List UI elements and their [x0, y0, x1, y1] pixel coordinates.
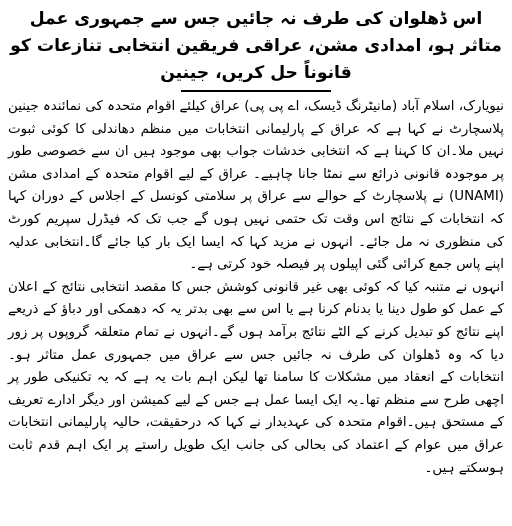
article-headline: اس ڈھلوان کی طرف نہ جائیں جس سے جمہوری عمل متاثر ہو، امدادی مشن، عراقی فریقین انتخابی تنازعات کو قانوناً حل کریں، جینین	[10, 9, 502, 83]
article-paragraph-1: نیویارک، اسلام آباد (مانیٹرنگ ڈیسک، اے پی پی) عراق کیلئے اقوام متحدہ کی نمائندہ جینین پلاسچارٹ نے کہا ہے کہ عراق کے پارلیمانی انتخابات میں منظم دھاندلی کا کوئی ثبوت نہیں ملا۔ان کا کہنا ہے کہ انتخابی خدشات جواب بھی موجود ہیں ان سے خصوصی طور پر موجودہ قانونی ذرائع سے نمٹا جانا چاہیے۔ عراق کے لیے اقوام متحدہ کے امدادی مشن (UNAMI) نے پلاسچارٹ کے حوالے سے عراق پر سلامتی کونسل کے اجلاس کے دوران کہا کہ انتخابات کے نتائج اس وقت تک حتمی نہیں ہوں گے جب تک کہ فیڈرل سپریم کورٹ کی منظوری نہ مل جائے۔ انہوں نے مزید کہا کہ ایسا ایک بار کیا جائے گا۔انتخابی عدلیہ اپنے پاس جمع کرائی گئی اپیلوں پر فیصلہ خود کرتی ہے۔	[8, 99, 504, 273]
article-paragraph-2: انہوں نے متنبہ کیا کہ کوئی بھی غیر قانونی کوشش جس کا مقصد انتخابی نتائج کے اعلان کے عمل کو طول دینا یا بدنام کرنا ہے یا اس سے بھی بدتر یہ کہ دھمکی اور دباؤ کے ذریعے اپنے نتائج کو تبدیل کرنے کے الٹے نتائج برآمد ہوں گے۔انہوں نے تمام متعلقہ گروپوں پر زور دیا کہ وہ ڈھلوان کی طرف نہ جائیں جس سے عراق میں جمہوری عمل متاثر ہو۔انتخابات کے انعقاد میں مشکلات کا سامنا تھا لیکن اہم بات یہ ہے کہ یہ تکنیکی طور پر اچھی طرح سے منظم تھا۔یہ ایک ایسا عمل ہے جس کے لیے کمیشن اور دیگر ادارے تعریف کے مستحق ہیں۔اقوام متحدہ کی عہدیدار نے کہا کہ درحقیقت، حالیہ پارلیمانی انتخابات عراق میں عوام کے اعتماد کی بحالی کی جانب ایک طویل راستے پر ایک اہم قدم ثابت ہوسکتے ہیں۔	[8, 279, 504, 476]
headline-divider	[181, 90, 331, 92]
